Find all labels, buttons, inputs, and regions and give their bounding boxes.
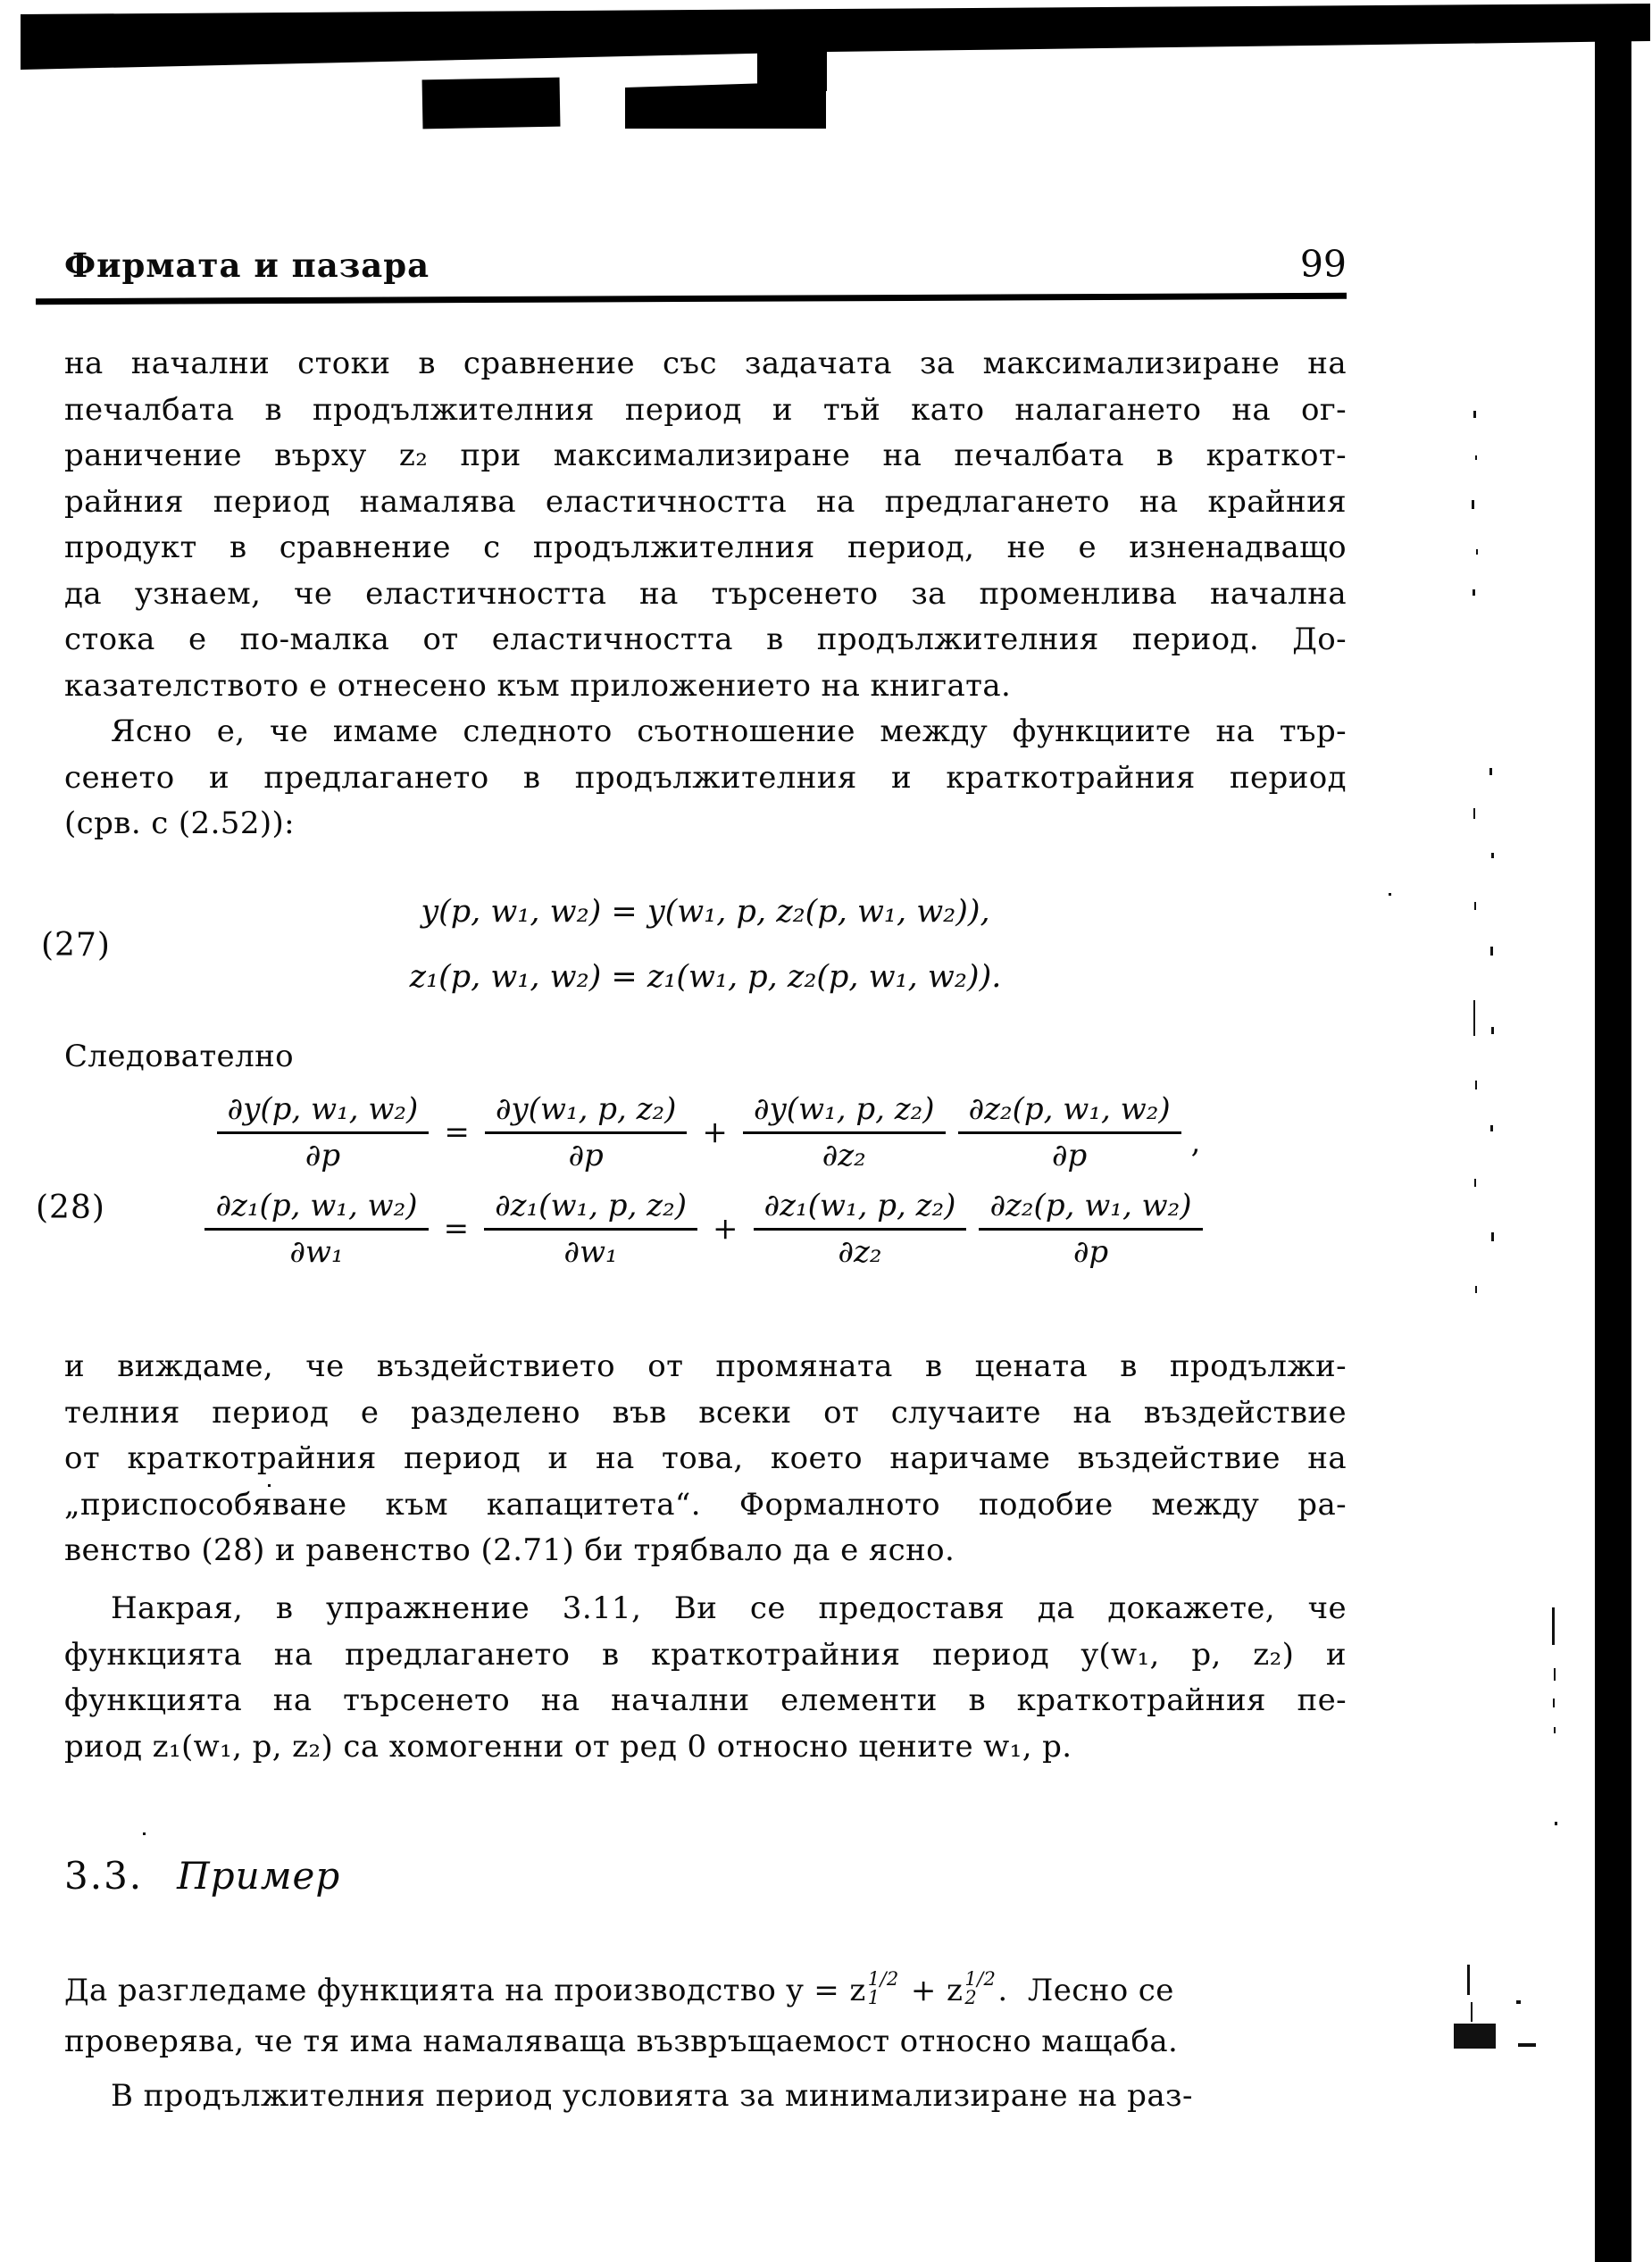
section-heading (64, 1854, 340, 1898)
text-line: Ясно е, че имаме следното съотношение между функциите на тър- (111, 714, 1347, 749)
text-line: телния период е разделено във всеки от случаите на въздействие (64, 1394, 1347, 1431)
text-line: стока е по-малка от еластичността в продължителния период. До- (64, 622, 1347, 657)
text-segment: . Лесно се (997, 1973, 1174, 2008)
text-line: функцията на търсенето на начални елементи в краткотрайния пе- (64, 1682, 1347, 1718)
page-number: 99 (1299, 243, 1347, 286)
text-line: на начални стоки в сравнение със задачата за максимализиране на (64, 346, 1347, 381)
text-line: (срв. с (2.52)): (64, 805, 296, 841)
paragraph-6: В продължителния период условията за минимализиране на раз- (111, 2078, 1193, 2114)
fraction (743, 1091, 946, 1173)
subscript: 1 (867, 1987, 880, 2008)
fraction-denominator: ∂w₁ (484, 1228, 697, 1270)
exponent: 1/2 (964, 1968, 997, 1990)
plus-sign: + (713, 1211, 738, 1247)
text-line: сенето и предлагането в продължителния и краткотрайния период (64, 759, 1347, 796)
text-line: продукт в сравнение с продължителния период, не е изненадващо (64, 530, 1347, 565)
equation-28-row-1 (64, 1091, 1347, 1173)
running-title: Фирмата и пазара (64, 246, 430, 285)
text-line: печалбата в продължителния период и тъй като налагането на ог- (64, 391, 1347, 428)
section-number: 3.3. (64, 1854, 144, 1898)
text-line: „приспособяване към капацитета“. Формалното подобие между ра- (64, 1486, 1347, 1523)
z2-power-half (964, 1970, 996, 2007)
text-line: проверява, че тя има намаляваща възвръщаемост относно мащаба. (64, 2024, 1179, 2059)
equation-28-row-2 (64, 1188, 1347, 1270)
scan-blob-left (422, 78, 561, 129)
text-line: риод z₁(w₁, p, z₂) са хомогенни от ред 0 относно цените w₁, p. (64, 1728, 1072, 1765)
text-line: раничение върху z₂ при максимализиране на печалбата в краткот- (64, 438, 1347, 473)
fraction (485, 1091, 688, 1173)
fraction (958, 1091, 1181, 1173)
text-segment: + z (900, 1973, 964, 2008)
scan-blob-connector (757, 36, 827, 91)
fraction (204, 1188, 428, 1270)
section-title: Пример (177, 1854, 341, 1898)
text-segment: Да разгледаме функцията на производство y = z (64, 1973, 866, 2008)
text-line: функцията на предлагането в краткотрайния период y(w₁, p, z₂) и (64, 1636, 1347, 1673)
header-rule (36, 293, 1347, 305)
fraction-numerator: ∂z₁(w₁, p, z₂) (495, 1188, 687, 1223)
scan-top-bar (21, 4, 1650, 70)
equation-27-line-2: z₁(p, w₁, w₂) = z₁(w₁, p, z₂(p, w₁, w₂)). (409, 959, 1002, 995)
subscript: 2 (964, 1987, 978, 2008)
text-line: казателството е отнесено към приложението на книгата. (64, 667, 1012, 704)
fraction-denominator: ∂z₂ (754, 1228, 967, 1270)
scan-right-bar (1595, 32, 1631, 2262)
paragraph-2 (64, 709, 1347, 847)
paragraph-5 (64, 1965, 1347, 2066)
transition-word: Следователно (64, 1039, 295, 1074)
running-header (64, 243, 1347, 286)
equation-28-label: (28) (36, 1189, 105, 1226)
text-line: венство (28) и равенство (2.71) би трябвало да е ясно. (64, 1532, 955, 1568)
fraction-numerator: ∂z₂(p, w₁, w₂) (968, 1091, 1171, 1127)
fraction-denominator: ∂w₁ (204, 1228, 428, 1270)
fraction-numerator: ∂y(p, w₁, w₂) (227, 1091, 419, 1127)
equation-27 (64, 891, 1347, 997)
punctuation: , (1190, 1124, 1201, 1160)
text-line-with-formula (64, 1965, 1347, 2016)
plus-sign: + (702, 1114, 728, 1150)
fraction-numerator: ∂z₁(p, w₁, w₂) (215, 1188, 418, 1223)
equation-27-label: (27) (41, 927, 111, 964)
paragraph-3 (64, 1344, 1347, 1574)
fraction (484, 1188, 697, 1270)
fraction-denominator: ∂p (958, 1131, 1181, 1173)
scan-blob-right (625, 81, 826, 129)
text-line: Накрая, в упражнение 3.11, Ви се предоставя да докажете, че (111, 1590, 1347, 1626)
fraction-denominator: ∂p (979, 1228, 1202, 1270)
fraction (217, 1091, 430, 1173)
fraction (979, 1188, 1202, 1270)
equation-27-line-1: y(p, w₁, w₂) = y(w₁, p, z₂(p, w₁, w₂)), (421, 894, 990, 930)
fraction-numerator: ∂y(w₁, p, z₂) (753, 1091, 935, 1127)
text-line: да узнаем, че еластичността на търсенето за променлива начална (64, 575, 1347, 612)
text-line: от краткотрайния период и на това, което наричаме въздействие на (64, 1440, 1347, 1476)
text-line: и виждаме, че въздействието от промяната в цената в продължи- (64, 1348, 1347, 1384)
paragraph-4 (64, 1586, 1347, 1770)
z1-power-half (868, 1970, 899, 2007)
fraction-numerator: ∂y(w₁, p, z₂) (495, 1091, 677, 1127)
equation-28 (64, 1091, 1347, 1270)
fraction-denominator: ∂p (217, 1131, 430, 1173)
text-line: райния период намалява еластичността на предлагането на крайния (64, 483, 1347, 520)
paragraph-1 (64, 341, 1347, 709)
fraction (754, 1188, 967, 1270)
fraction-denominator: ∂z₂ (743, 1131, 946, 1173)
equals-sign: = (443, 1211, 470, 1247)
fraction-denominator: ∂p (485, 1131, 688, 1173)
equals-sign: = (444, 1114, 470, 1150)
exponent: 1/2 (867, 1968, 899, 1990)
fraction-numerator: ∂z₁(w₁, p, z₂) (763, 1188, 956, 1223)
fraction-numerator: ∂z₂(p, w₁, w₂) (989, 1188, 1192, 1223)
